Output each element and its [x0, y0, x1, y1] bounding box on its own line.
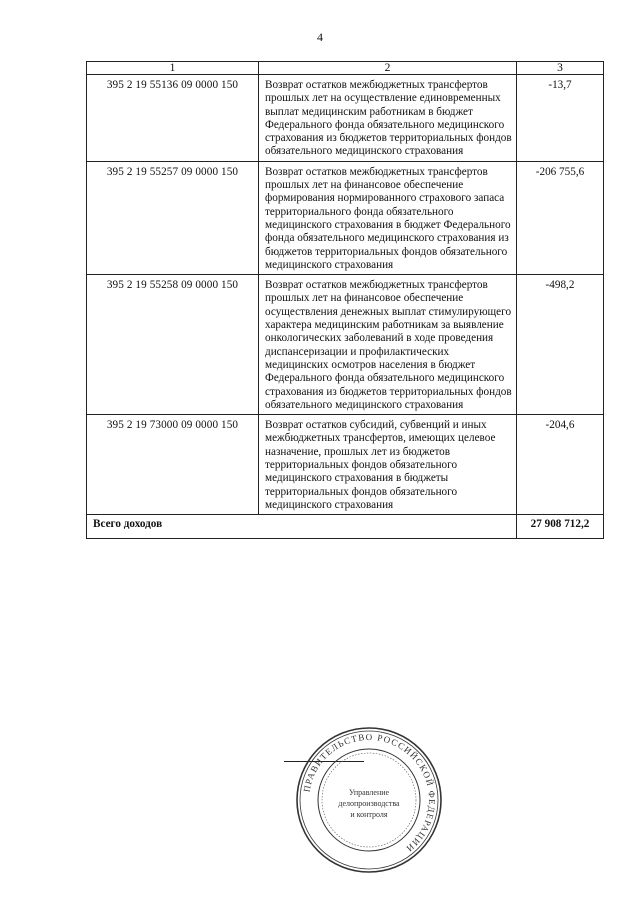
row-amount: -206 755,6 — [517, 161, 604, 274]
row-code: 395 2 19 73000 09 0000 150 — [87, 415, 259, 515]
table-row — [87, 275, 604, 415]
row-amount: -498,2 — [517, 275, 604, 415]
page-number: 4 — [317, 30, 323, 44]
row-code: 395 2 19 55257 09 0000 150 — [87, 161, 259, 274]
table-row — [87, 161, 604, 274]
row-description: Возврат остатков субсидий, субвенций и иных межбюджетных трансфертов, имеющих целевое назначение, прошлых лет из бюджетов территориальных фондов обязательного медицинского страхования в бюджеты территориальных фондов обязательного медицинского страхования — [259, 415, 517, 515]
row-code: 395 2 19 55258 09 0000 150 — [87, 275, 259, 415]
total-value: 27 908 712,2 — [517, 515, 604, 538]
column-header-amount: 3 — [517, 62, 604, 75]
official-seal-stamp — [294, 725, 444, 875]
total-row — [87, 515, 604, 538]
row-description: Возврат остатков межбюджетных трансфертов прошлых лет на финансовое обеспечение формирования нормированного страхового запаса территориального фонда обязательного медицинского страхования в бюджет Федерального фонда обязательного медицинского страхования из бюджетов территориальных фондов обязательного медицинского страхования — [259, 161, 517, 274]
total-label: Всего доходов — [87, 515, 517, 538]
table-header-row — [87, 62, 604, 75]
seal-center-line-2: делопроизводства — [338, 799, 400, 808]
table-row — [87, 75, 604, 162]
row-description: Возврат остатков межбюджетных трансфертов прошлых лет на осуществление единовременных выплат медицинским работникам в бюджет Федерального фонда обязательного медицинского страхования из бюджетов территориальных фондов обязательного медицинского страхования — [259, 75, 517, 162]
seal-ring-text: ПРАВИТЕЛЬСТВО РОССИЙСКОЙ ФЕДЕРАЦИИ — [301, 731, 438, 855]
row-description: Возврат остатков межбюджетных трансфертов прошлых лет на финансовое обеспечение осуществления денежных выплат стимулирующего характера медицинским работникам за выявление онкологических заболеваний в ходе проведения диспансеризации и профилактических медицинских осмотров населения в бюджет Федерального фонда обязательного медицинского страхования из бюджетов территориальных фондов обязательного медицинского страхования — [259, 275, 517, 415]
row-amount: -204,6 — [517, 415, 604, 515]
budget-table — [86, 61, 604, 539]
seal-center-line-1: Управление — [348, 788, 390, 797]
table-row — [87, 415, 604, 515]
seal-center-line-3: и контроля — [350, 810, 388, 819]
column-header-code: 1 — [87, 62, 259, 75]
row-amount: -13,7 — [517, 75, 604, 162]
row-code: 395 2 19 55136 09 0000 150 — [87, 75, 259, 162]
column-header-description: 2 — [259, 62, 517, 75]
